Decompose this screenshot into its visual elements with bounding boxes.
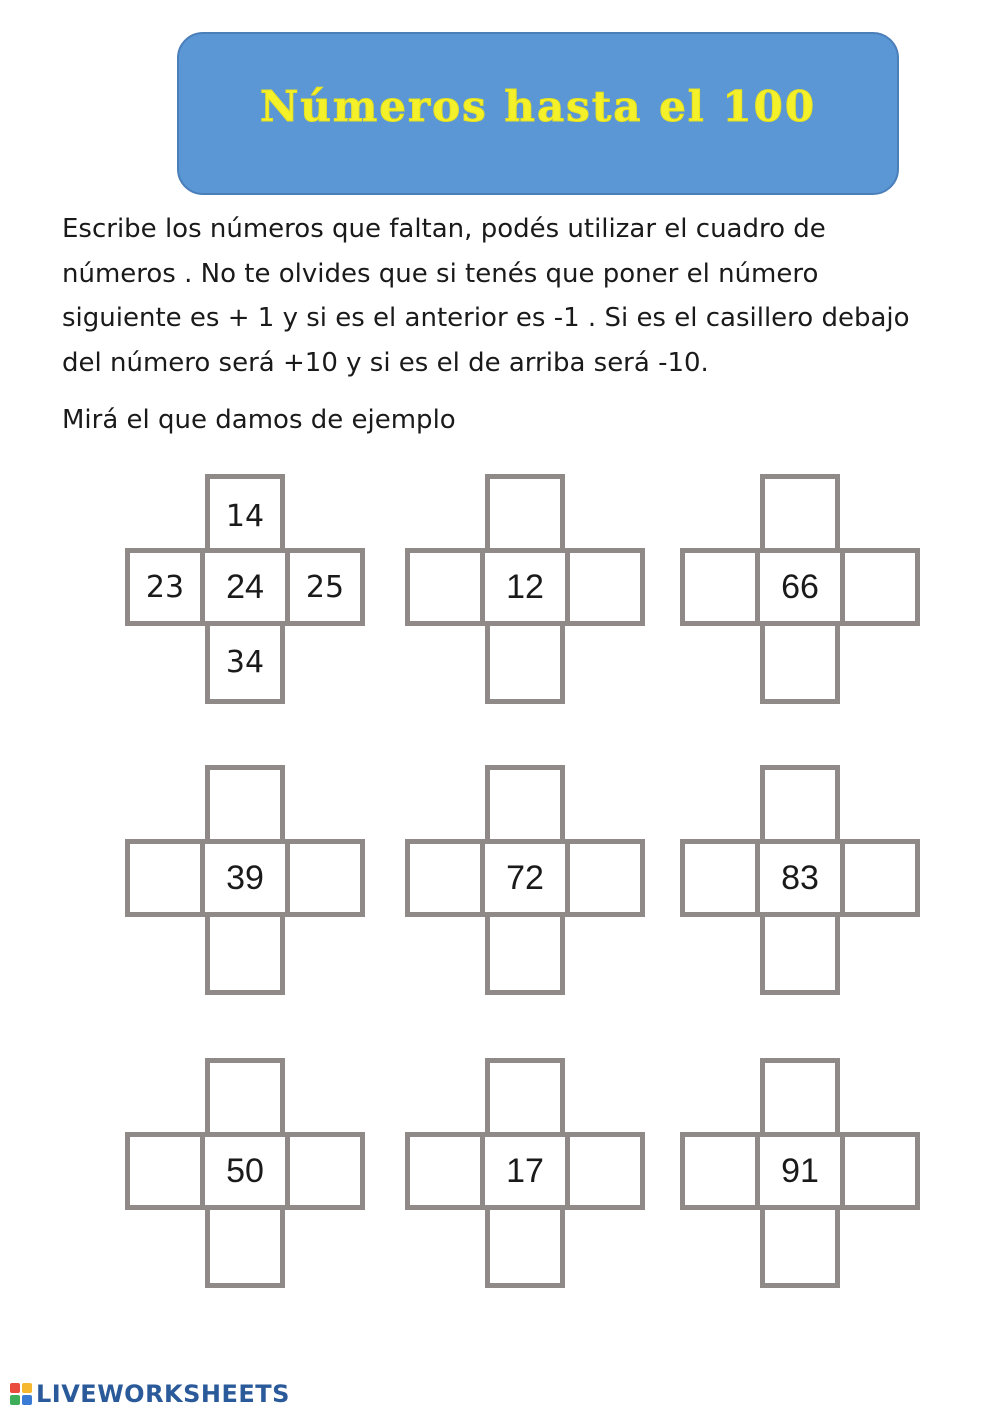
- given-number-cell: 91: [760, 1132, 840, 1210]
- answer-cell-left[interactable]: [405, 839, 485, 917]
- example-cell-bottom: 34: [205, 626, 285, 704]
- exercise-cross: [680, 474, 920, 706]
- answer-cell-top[interactable]: [760, 474, 840, 553]
- example-cross: [125, 474, 365, 706]
- answer-cell-left[interactable]: [680, 548, 760, 626]
- answer-cell-top[interactable]: [485, 1058, 565, 1137]
- given-number-cell: 12: [485, 548, 565, 626]
- exercise-cross: [680, 1058, 920, 1290]
- answer-cell-top[interactable]: [205, 765, 285, 844]
- answer-cell-bottom[interactable]: [205, 917, 285, 995]
- given-number-cell: 50: [205, 1132, 285, 1210]
- example-cell-top: 14: [205, 474, 285, 553]
- instructions-text: Escribe los números que faltan, podés utilizar el cuadro de números . No te olvides que si tenés que poner el número siguiente es + 1 y si es el anterior es -1 . Si es el casillero debajo del número será +10 y si es el de arriba será -10.: [62, 214, 910, 378]
- answer-cell-bottom[interactable]: [485, 626, 565, 704]
- answer-cell-left[interactable]: [405, 548, 485, 626]
- answer-cell-left[interactable]: [125, 1132, 205, 1210]
- example-note: Mirá el que damos de ejemplo: [62, 405, 456, 435]
- exercise-cross: [405, 765, 645, 997]
- answer-cell-bottom[interactable]: [760, 1210, 840, 1288]
- answer-cell-top[interactable]: [760, 1058, 840, 1137]
- given-number-cell: 83: [760, 839, 840, 917]
- answer-cell-left[interactable]: [680, 1132, 760, 1210]
- given-number-cell: 66: [760, 548, 840, 626]
- answer-cell-right[interactable]: [285, 1132, 365, 1210]
- example-cell-center: 24: [205, 548, 285, 626]
- answer-cell-bottom[interactable]: [485, 1210, 565, 1288]
- page-title: Números hasta el 100: [259, 82, 817, 131]
- answer-cell-top[interactable]: [760, 765, 840, 844]
- answer-cell-right[interactable]: [840, 839, 920, 917]
- answer-cell-bottom[interactable]: [760, 626, 840, 704]
- answer-cell-top[interactable]: [485, 765, 565, 844]
- example-cell-left: 23: [125, 548, 205, 626]
- title-banner: [177, 32, 899, 195]
- exercise-cross: [405, 1058, 645, 1290]
- given-number-cell: 39: [205, 839, 285, 917]
- liveworksheets-logo[interactable]: [10, 1380, 290, 1408]
- answer-cell-left[interactable]: [680, 839, 760, 917]
- answer-cell-right[interactable]: [565, 548, 645, 626]
- answer-cell-bottom[interactable]: [205, 1210, 285, 1288]
- answer-cell-top[interactable]: [205, 1058, 285, 1137]
- answer-cell-right[interactable]: [840, 548, 920, 626]
- answer-cell-right[interactable]: [565, 1132, 645, 1210]
- answer-cell-right[interactable]: [565, 839, 645, 917]
- answer-cell-left[interactable]: [405, 1132, 485, 1210]
- answer-cell-bottom[interactable]: [760, 917, 840, 995]
- answer-cell-right[interactable]: [840, 1132, 920, 1210]
- answer-cell-bottom[interactable]: [485, 917, 565, 995]
- liveworksheets-icon: [10, 1383, 32, 1405]
- logo-text: LIVEWORKSHEETS: [36, 1380, 290, 1408]
- exercise-cross: [125, 765, 365, 997]
- answer-cell-right[interactable]: [285, 839, 365, 917]
- exercise-cross: [680, 765, 920, 997]
- exercise-cross: [125, 1058, 365, 1290]
- answer-cell-left[interactable]: [125, 839, 205, 917]
- given-number-cell: 17: [485, 1132, 565, 1210]
- exercise-cross: [405, 474, 645, 706]
- given-number-cell: 72: [485, 839, 565, 917]
- answer-cell-top[interactable]: [485, 474, 565, 553]
- example-cell-right: 25: [285, 548, 365, 626]
